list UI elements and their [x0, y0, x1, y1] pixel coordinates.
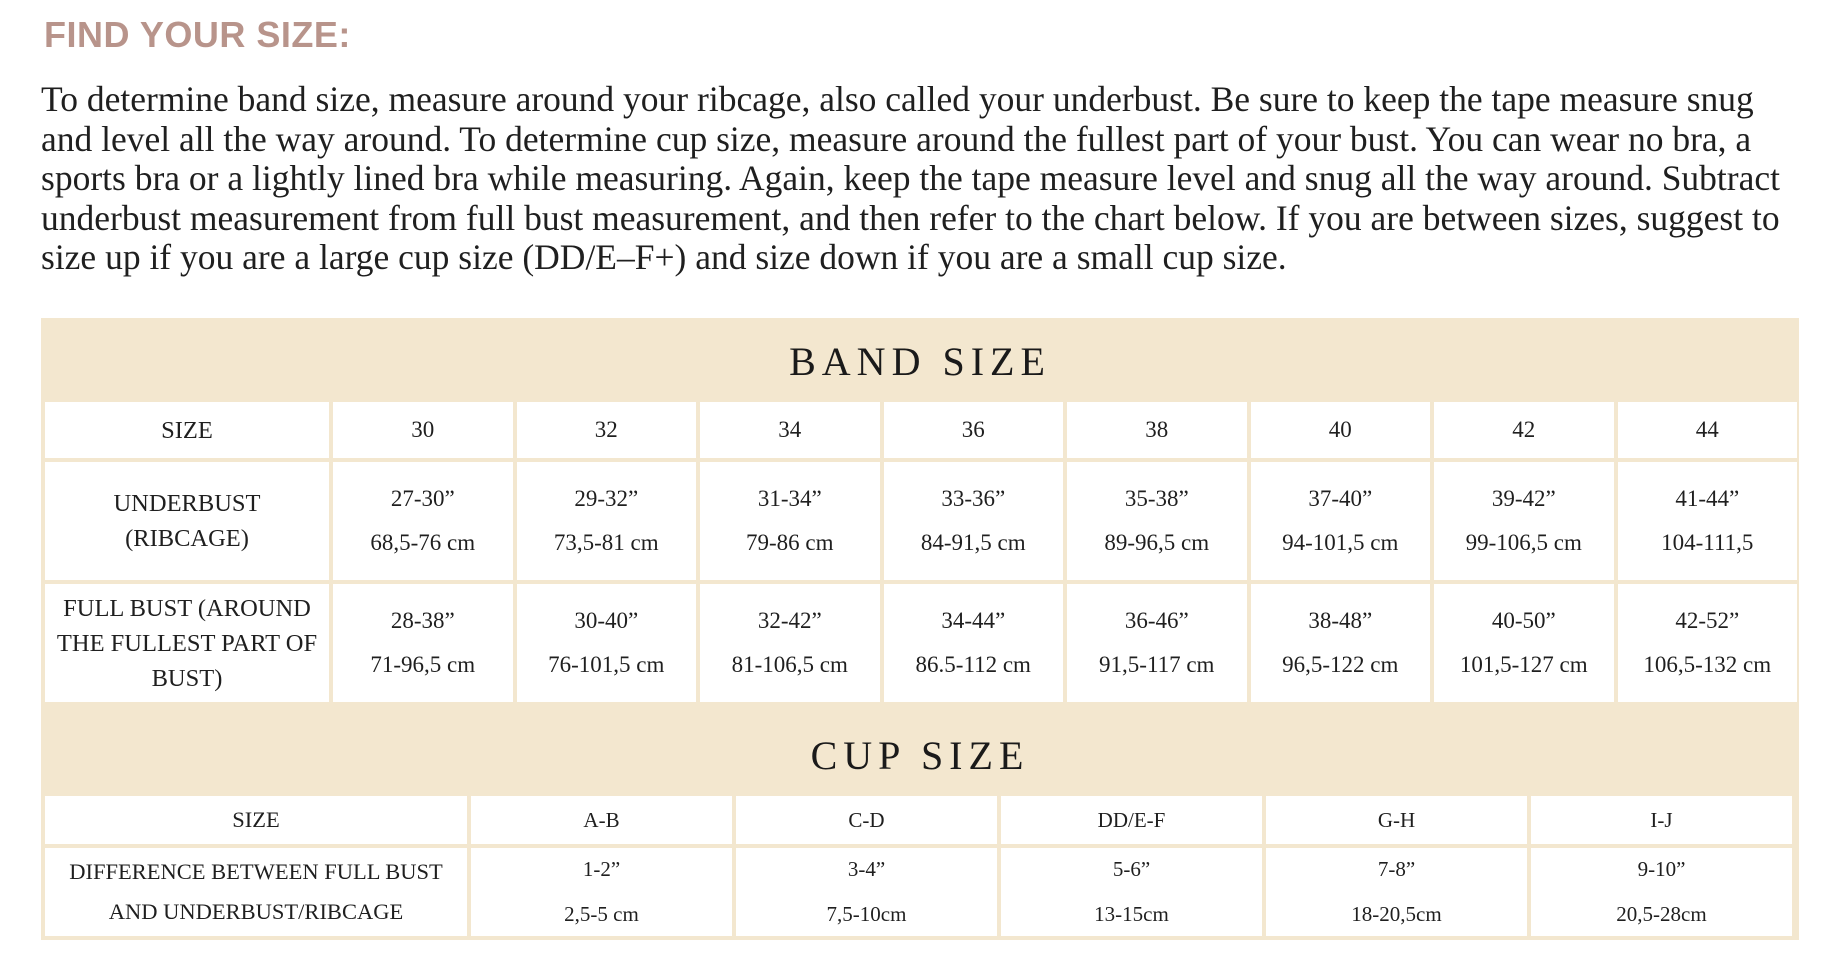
difference-cell: [1531, 848, 1792, 936]
fullbust-inches: 28-38”: [390, 608, 455, 633]
band-size-label-cell: [45, 402, 329, 458]
underbust-inches: 27-30”: [390, 486, 455, 511]
band-size-value: 40: [1328, 417, 1352, 442]
fullbust-inches: 38-48”: [1308, 608, 1373, 633]
band-size-value: 34: [778, 417, 802, 442]
difference-label: DIFFERENCE BETWEEN FULL BUST AND UNDERBUST/RIBCAGE: [69, 859, 443, 924]
band-size-30: [333, 402, 513, 458]
cup-size-label: SIZE: [232, 807, 280, 832]
difference-inches: 3-4”: [847, 857, 886, 881]
fullbust-inches: 40-50”: [1491, 608, 1556, 633]
cup-size-title: CUP SIZE: [810, 733, 1030, 778]
fullbust-cell: [1251, 584, 1431, 702]
underbust-inches: 37-40”: [1308, 486, 1373, 511]
fullbust-cm: 91,5-117 cm: [1099, 652, 1215, 677]
fullbust-cm: 76-101,5 cm: [548, 652, 665, 677]
fullbust-inches: 32-42”: [757, 608, 822, 633]
underbust-cm: 89-96,5 cm: [1104, 530, 1210, 555]
fullbust-cell: [1618, 584, 1798, 702]
fullbust-cell: [333, 584, 513, 702]
underbust-cm: 68,5-76 cm: [370, 530, 476, 555]
band-size-label: SIZE: [161, 416, 213, 444]
fullbust-inches: 34-44”: [941, 608, 1006, 633]
cup-size-a-b: [471, 796, 732, 844]
difference-inches: 5-6”: [1112, 857, 1151, 881]
underbust-cell: [517, 462, 697, 580]
difference-cm: 7,5-10cm: [826, 902, 907, 926]
cup-size-g-h: [1266, 796, 1527, 844]
underbust-inches: 39-42”: [1491, 486, 1556, 511]
band-size-value: 32: [594, 417, 618, 442]
underbust-cell: [333, 462, 513, 580]
underbust-cm: 104-111,5: [1661, 530, 1754, 555]
band-size-42: [1434, 402, 1614, 458]
cup-size-value: DD/E-F: [1097, 807, 1166, 832]
fullbust-cell: [517, 584, 697, 702]
fullbust-cm: 71-96,5 cm: [370, 652, 476, 677]
cup-size-value: G-H: [1377, 807, 1416, 832]
underbust-cell: [1251, 462, 1431, 580]
fullbust-cell: [700, 584, 880, 702]
underbust-inches: 33-36”: [941, 486, 1006, 511]
fullbust-cm: 81-106,5 cm: [731, 652, 848, 677]
underbust-cell: [1067, 462, 1247, 580]
cup-size-value: C-D: [848, 807, 885, 832]
difference-inches: 7-8”: [1377, 857, 1416, 881]
underbust-cm: 84-91,5 cm: [920, 530, 1026, 555]
difference-cm: 2,5-5 cm: [564, 902, 639, 926]
underbust-label-cell: [45, 462, 329, 580]
fullbust-cm: 101,5-127 cm: [1459, 652, 1588, 677]
band-size-title: BAND SIZE: [789, 339, 1051, 384]
underbust-inches: 31-34”: [757, 486, 822, 511]
fullbust-cm: 86.5-112 cm: [915, 652, 1031, 677]
intro-paragraph: To determine band size, measure around your ribcage, also called your underbust. Be sure to keep the tape measure snug and level all the way around. To determine cup size, measure around the fullest part of your bust. You can wear no bra, a sports bra or a lightly lined bra while measuring. Again, keep the tape measure level and snug all the way around. Subtract underbust measurement from full bust measurement, and then refer to the chart below. If you are between sizes, suggest to size up if you are a large cup size (DD/E–F+) and size down if you are a small cup size.: [41, 79, 1780, 277]
fullbust-cell: [1067, 584, 1247, 702]
underbust-inches: 35-38”: [1124, 486, 1189, 511]
band-size-value: 38: [1145, 417, 1169, 442]
underbust-cell: [884, 462, 1064, 580]
fullbust-inches: 30-40”: [574, 608, 639, 633]
underbust-cell: [700, 462, 880, 580]
cup-size-value: A-B: [583, 807, 620, 832]
underbust-inches: 41-44”: [1675, 486, 1740, 511]
difference-inches: 9-10”: [1637, 857, 1686, 881]
fullbust-inches: 36-46”: [1124, 608, 1189, 633]
page-heading: FIND YOUR SIZE:: [44, 14, 351, 55]
cup-size-dd-e-f: [1001, 796, 1262, 844]
underbust-cell: [1434, 462, 1614, 580]
fullbust-label: FULL BUST (AROUND THE FULLEST PART OF BUST): [56, 594, 318, 692]
band-size-36: [884, 402, 1064, 458]
cup-size-value: I-J: [1650, 807, 1673, 832]
band-size-34: [700, 402, 880, 458]
difference-cm: 13-15cm: [1094, 902, 1169, 926]
band-size-value: 44: [1695, 417, 1719, 442]
difference-inches: 1-2”: [582, 857, 621, 881]
underbust-cm: 73,5-81 cm: [553, 530, 659, 555]
band-size-32: [517, 402, 697, 458]
difference-label-cell: [45, 848, 467, 936]
band-size-40: [1251, 402, 1431, 458]
size-chart: [41, 318, 1799, 940]
fullbust-inches: 42-52”: [1675, 608, 1740, 633]
underbust-label: UNDERBUST (RIBCAGE): [113, 490, 261, 552]
difference-cell: [1266, 848, 1527, 936]
cup-size-label-cell: [45, 796, 467, 844]
difference-cm: 18-20,5cm: [1351, 902, 1442, 926]
difference-cm: 20,5-28cm: [1616, 902, 1707, 926]
underbust-cm: 79-86 cm: [745, 530, 834, 555]
fullbust-cm: 96,5-122 cm: [1282, 652, 1399, 677]
cup-size-i-j: [1531, 796, 1792, 844]
band-size-value: 30: [411, 417, 435, 442]
difference-cell: [1001, 848, 1262, 936]
difference-cell: [471, 848, 732, 936]
band-size-44: [1618, 402, 1798, 458]
fullbust-cell: [1434, 584, 1614, 702]
fullbust-label-cell: [45, 584, 329, 702]
fullbust-cm: 106,5-132 cm: [1643, 652, 1772, 677]
cup-size-c-d: [736, 796, 997, 844]
underbust-cm: 99-106,5 cm: [1465, 530, 1582, 555]
underbust-cm: 94-101,5 cm: [1282, 530, 1399, 555]
fullbust-cell: [884, 584, 1064, 702]
underbust-cell: [1618, 462, 1798, 580]
band-size-value: 36: [961, 417, 985, 442]
band-size-value: 42: [1512, 417, 1536, 442]
difference-cell: [736, 848, 997, 936]
band-size-38: [1067, 402, 1247, 458]
underbust-inches: 29-32”: [574, 486, 639, 511]
